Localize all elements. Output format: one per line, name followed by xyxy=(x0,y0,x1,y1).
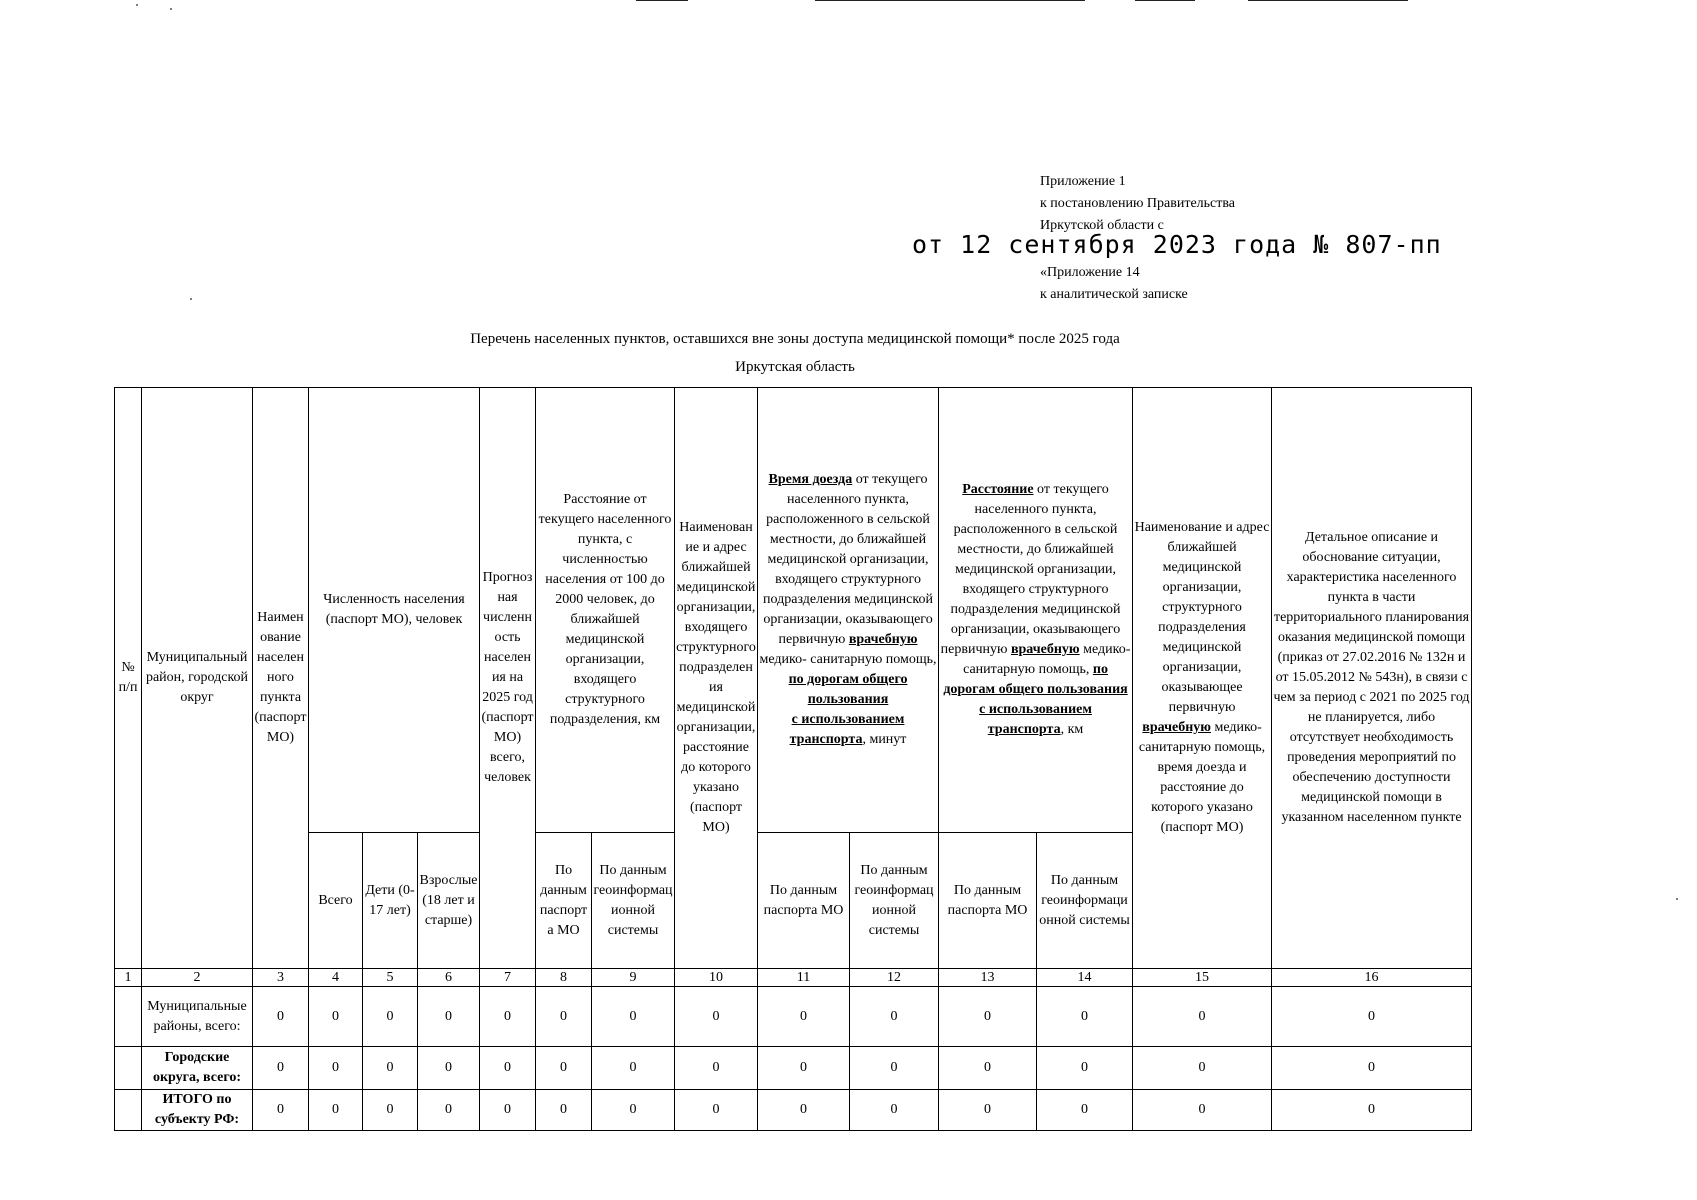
table-cell: 0 xyxy=(592,1090,675,1131)
table-cell: 0 xyxy=(309,1090,363,1131)
column-number: 16 xyxy=(1272,969,1472,987)
table-cell: 0 xyxy=(1272,1047,1472,1090)
annex2-line: «Приложение 14 xyxy=(1040,265,1140,280)
column-number: 4 xyxy=(309,969,363,987)
table-row xyxy=(115,987,1472,1047)
table-cell: 0 xyxy=(850,1047,939,1090)
annex-block xyxy=(1040,171,1235,237)
decree-stamp: от 12 сентября 2023 года № 807-пп xyxy=(912,230,1442,259)
table-cell: 0 xyxy=(675,1090,758,1131)
row-label: Городские округа, всего: xyxy=(142,1047,253,1090)
column-number: 8 xyxy=(536,969,592,987)
table-cell: 0 xyxy=(758,1090,850,1131)
subheader-cell: По данным паспорта МО xyxy=(939,833,1037,969)
table-cell: 0 xyxy=(1133,1090,1272,1131)
table-cell: 0 xyxy=(363,987,418,1047)
table-cell: 0 xyxy=(253,1090,309,1131)
table-cell: 0 xyxy=(850,1090,939,1131)
header-emph: врачебную xyxy=(848,632,918,647)
scan-artifact-line xyxy=(1248,0,1408,1)
table-cell: 0 xyxy=(1272,987,1472,1047)
column-number: 11 xyxy=(758,969,850,987)
table-cell: 0 xyxy=(536,1090,592,1131)
header-emph: с использованием транспорта xyxy=(789,712,905,747)
column-number: 1 xyxy=(115,969,142,987)
annex-line: Иркутской области с xyxy=(1040,218,1164,233)
table-cell: 0 xyxy=(939,1090,1037,1131)
table-cell: 0 xyxy=(592,987,675,1047)
header-emph: по дорогам общего пользования xyxy=(788,672,908,707)
table-cell: 0 xyxy=(758,987,850,1047)
table-cell: 0 xyxy=(536,1047,592,1090)
subheader-cell: Дети (0-17 лет) xyxy=(363,833,418,969)
table-cell: 0 xyxy=(1037,987,1133,1047)
header-emph: с использованием транспорта xyxy=(979,702,1092,737)
table-cell: 0 xyxy=(480,1090,536,1131)
table-cell xyxy=(115,987,142,1047)
header-text: медико-санитарную помощь, время доезда и расстояние до которого указано (паспорт МО) xyxy=(1138,720,1266,835)
subheader-cell: Взрослые (18 лет и старше) xyxy=(418,833,480,969)
scan-artifact-line xyxy=(1135,0,1195,1)
table-cell: 0 xyxy=(309,987,363,1047)
scan-artifact-line xyxy=(636,0,688,1)
table-row xyxy=(115,1090,1472,1131)
header-cell xyxy=(939,388,1133,833)
header-cell: Прогнозная численность населения на 2025 год (паспорт МО) всего, человек xyxy=(480,388,536,969)
header-text: от текущего населенного пункта, расположенного в сельской местности, до ближайшей медицинской организации, входящего структурного подразделения медицинской организации, оказывающего первичную xyxy=(940,482,1121,657)
table-cell: 0 xyxy=(309,1047,363,1090)
annex2-line: к аналитической записке xyxy=(1040,287,1188,302)
column-number: 12 xyxy=(850,969,939,987)
table-cell xyxy=(115,1047,142,1090)
header-emph: Расстояние xyxy=(962,482,1034,497)
table-cell: 0 xyxy=(480,1047,536,1090)
column-number: 14 xyxy=(1037,969,1133,987)
column-number: 15 xyxy=(1133,969,1272,987)
table-cell: 0 xyxy=(1133,987,1272,1047)
header-cell: Детальное описание и обоснование ситуации, характеристика населенного пункта в части территориального планирования оказания медицинской помощи (приказ от 27.02.2016 № 132н и от 15.05.2012 № 543н), в связи с чем за период с 2021 по 2025 год не планируется, либо отсутствует необходимость проведения мероприятий по обеспечению доступности медицинской помощи в указанном населенном пункте xyxy=(1272,388,1472,969)
table-cell: 0 xyxy=(675,987,758,1047)
header-cell: Численность населения (паспорт МО), человек xyxy=(309,388,480,833)
header-text: Наименование и адрес ближайшей медицинской организации, структурного подразделения медицинской организации, оказывающее первичную xyxy=(1134,520,1270,715)
header-cell: Муниципальный район, городской округ xyxy=(142,388,253,969)
settlements-table xyxy=(114,387,1472,1131)
table-cell: 0 xyxy=(536,987,592,1047)
table-cell: 0 xyxy=(418,987,480,1047)
column-number: 13 xyxy=(939,969,1037,987)
table-cell: 0 xyxy=(675,1047,758,1090)
subheader-cell: По данным геоинформационной системы xyxy=(592,833,675,969)
column-number: 7 xyxy=(480,969,536,987)
table-cell: 0 xyxy=(418,1090,480,1131)
header-text: , км xyxy=(1060,722,1084,737)
table-cell: 0 xyxy=(939,987,1037,1047)
header-cell xyxy=(1133,388,1272,969)
table-cell: 0 xyxy=(480,987,536,1047)
scan-speck xyxy=(170,8,172,10)
table-cell: 0 xyxy=(850,987,939,1047)
column-number: 2 xyxy=(142,969,253,987)
column-number: 5 xyxy=(363,969,418,987)
header-row xyxy=(115,388,1472,833)
table-cell: 0 xyxy=(363,1090,418,1131)
region-name: Иркутская область xyxy=(735,359,855,375)
header-emph: врачебную xyxy=(1142,720,1211,735)
subheader-cell: Всего xyxy=(309,833,363,969)
header-text: медико-санитарную помощь, xyxy=(963,642,1131,677)
column-number: 9 xyxy=(592,969,675,987)
header-cell: Расстояние от текущего населенного пункта, с численностью населения от 100 до 2000 человек, до ближайшей медицинской организации, входящего структурного подразделения, км xyxy=(536,388,675,833)
header-emph: Время доезда xyxy=(768,472,853,487)
table-row xyxy=(115,1047,1472,1090)
header-text: от текущего населенного пункта, расположенного в сельской местности, до ближайшей медицинской организации, входящего структурного подразделения медицинской организации, оказывающего первичную xyxy=(763,472,933,647)
header-cell: Наименование населенного пункта (паспорт МО) xyxy=(253,388,309,969)
table-cell: 0 xyxy=(1037,1047,1133,1090)
table-cell: 0 xyxy=(1272,1090,1472,1131)
column-number: 6 xyxy=(418,969,480,987)
column-number: 3 xyxy=(253,969,309,987)
header-cell xyxy=(758,388,939,833)
scan-speck xyxy=(190,298,192,300)
row-label: ИТОГО по субъекту РФ: xyxy=(142,1090,253,1131)
column-number: 10 xyxy=(675,969,758,987)
column-number-row xyxy=(115,969,1472,987)
header-cell: № п/п xyxy=(115,388,142,969)
scan-artifact-line xyxy=(815,0,1085,1)
table-cell: 0 xyxy=(253,1047,309,1090)
table-cell: 0 xyxy=(418,1047,480,1090)
table-cell: 0 xyxy=(758,1047,850,1090)
subheader-cell: По данным геоинформационной системы xyxy=(1037,833,1133,969)
table-cell: 0 xyxy=(1037,1090,1133,1131)
header-text: медико- санитарную помощь, xyxy=(759,652,937,667)
document-title: Перечень населенных пунктов, оставшихся вне зоны доступа медицинской помощи* после 2025 года xyxy=(470,331,1120,347)
scan-speck xyxy=(136,4,138,6)
header-cell: Наименование и адрес ближайшей медицинской организации, входящего структурного подразделения медицинской организации, расстояние до которого указано (паспорт МО) xyxy=(675,388,758,969)
scan-speck xyxy=(1676,898,1678,900)
header-text: , минут xyxy=(862,732,907,747)
header-emph: по дорогам общего пользования xyxy=(943,662,1128,697)
subheader-cell: По данным геоинформационной системы xyxy=(850,833,939,969)
annex-line: к постановлению Правительства xyxy=(1040,196,1236,211)
table-cell: 0 xyxy=(592,1047,675,1090)
table-cell: 0 xyxy=(253,987,309,1047)
row-label: Муниципальные районы, всего: xyxy=(142,987,253,1047)
annex2-block xyxy=(1040,262,1188,306)
annex-line: Приложение 1 xyxy=(1040,174,1126,189)
header-emph: врачебную xyxy=(1010,642,1080,657)
table-cell xyxy=(115,1090,142,1131)
table-cell: 0 xyxy=(939,1047,1037,1090)
subheader-cell: По данным паспорта МО xyxy=(536,833,592,969)
subheader-cell: По данным паспорта МО xyxy=(758,833,850,969)
table-cell: 0 xyxy=(1133,1047,1272,1090)
table-cell: 0 xyxy=(363,1047,418,1090)
